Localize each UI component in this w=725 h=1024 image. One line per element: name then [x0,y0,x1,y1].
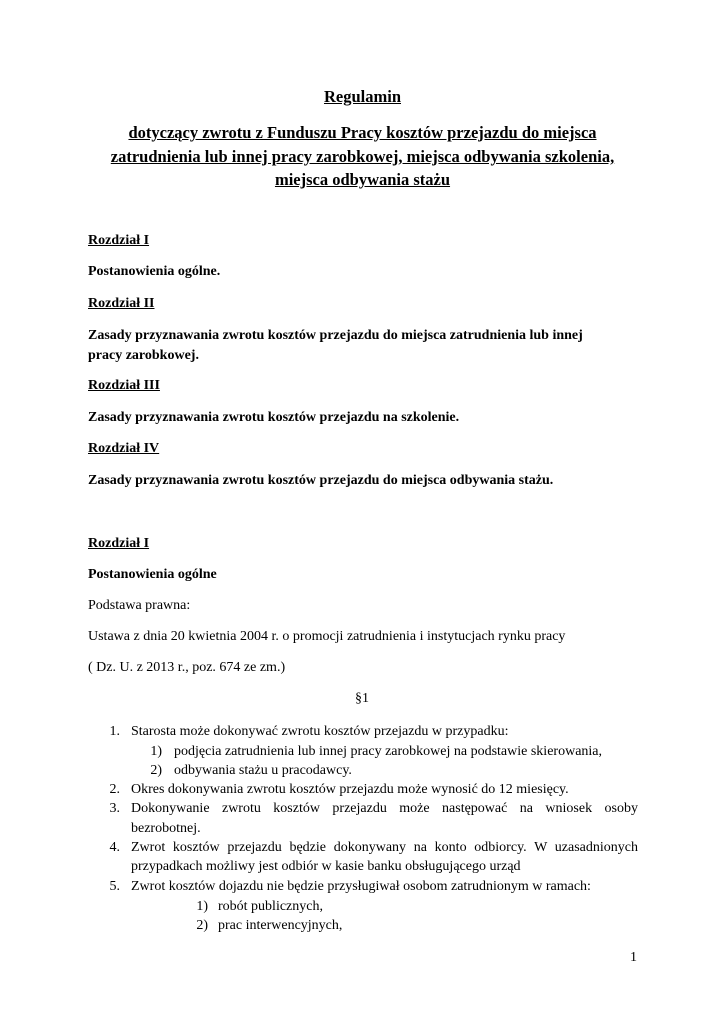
toc-chapter-2-heading: Rozdział II [88,296,155,311]
document-subtitle-line-2: zatrudnienia lub innej pracy zarobkowej, miejsca odbywania szkolenia, [110,147,615,166]
toc-chapter-2-title-line-2: pracy zarobkowej. [88,348,199,363]
toc-chapter-3-heading: Rozdział III [88,378,160,393]
toc-chapter-4-title: Zasady przyznawania zwrotu kosztów przejazdu do miejsca odbywania stażu. [88,473,554,488]
toc-chapter-4-heading: Rozdział IV [88,441,160,456]
list-item-number: 3. [109,801,120,816]
legal-basis-reference: ( Dz. U. z 2013 r., poz. 674 ze zm.) [88,660,286,675]
list-item-number: 2. [109,782,120,797]
toc-chapter-1-heading: Rozdział I [88,233,150,248]
chapter-1-heading: Rozdział I [88,536,150,551]
toc-chapter-1-title: Postanowienia ogólne. [88,264,221,279]
chapter-1-subtitle: Postanowienia ogólne [88,567,217,582]
list-item-text: Zwrot kosztów dojazdu nie będzie przysługiwał osobom zatrudnionym w ramach: [131,879,591,894]
list-item-text: Dokonywanie zwrotu kosztów przejazdu może następować na wniosek osoby [131,801,638,816]
document-subtitle-line-1: dotyczący zwrotu z Funduszu Pracy kosztów przejazdu do miejsca [128,123,597,142]
section-mark: §1 [355,691,369,706]
sublist-item-number: 1) [150,744,162,759]
list-item-text: Starosta może dokonywać zwrotu kosztów przejazdu w przypadku: [131,724,509,739]
sublist-item-text: podjęcia zatrudnienia lub innej pracy zarobkowej na podstawie skierowania, [174,744,603,759]
list-item-number: 5. [109,879,120,894]
list-item-text-continuation: bezrobotnej. [131,821,201,836]
list-item-text: Zwrot kosztów przejazdu będzie dokonywany na konto odbiorcy. W uzasadnionych [131,840,638,855]
sublist-item-number: 1) [196,899,208,914]
toc-chapter-2-title-line-1: Zasady przyznawania zwrotu kosztów przejazdu do miejsca zatrudnienia lub innej [88,328,583,343]
legal-basis-label: Podstawa prawna: [88,598,191,613]
legal-basis-act: Ustawa z dnia 20 kwietnia 2004 r. o promocji zatrudnienia i instytucjach rynku pracy [88,629,566,644]
document-subtitle-line-3: miejsca odbywania stażu [274,170,451,189]
sublist-item-number: 2) [150,763,162,778]
sublist-item-text: prac interwencyjnych, [218,918,343,933]
sublist-item-number: 2) [196,918,208,933]
sublist-item-text: robót publicznych, [218,899,323,914]
sublist-item-text: odbywania stażu u pracodawcy. [174,763,352,778]
page-number: 1 [630,950,637,965]
list-item-text-continuation: przypadkach możliwy jest odbiór w kasie banku obsługującego urząd [131,859,521,874]
list-item-number: 4. [109,840,120,855]
list-item-number: 1. [109,724,120,739]
toc-chapter-3-title: Zasady przyznawania zwrotu kosztów przejazdu na szkolenie. [88,410,460,425]
list-item-text: Okres dokonywania zwrotu kosztów przejazdu może wynosić do 12 miesięcy. [131,782,569,797]
document-title: Regulamin [323,87,401,106]
